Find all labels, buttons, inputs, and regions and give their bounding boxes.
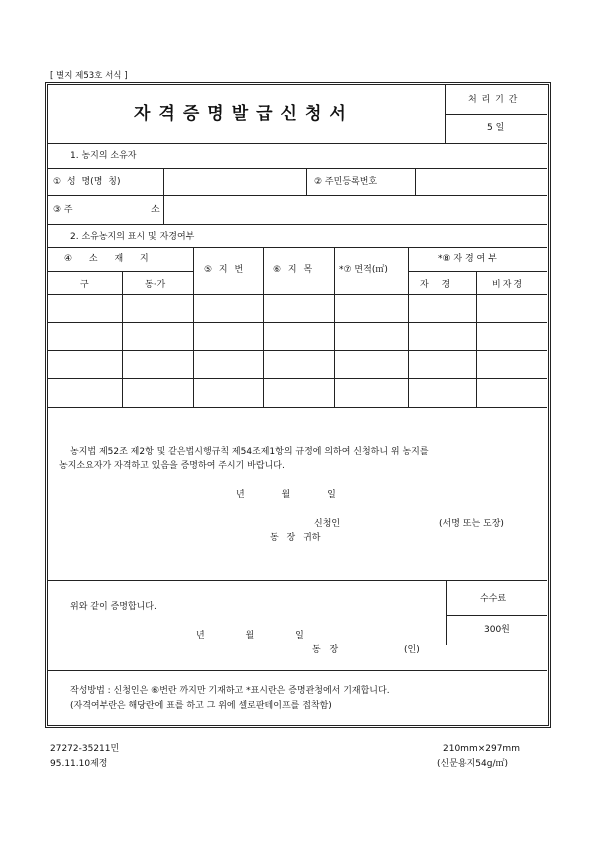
- processing-period-label: 처 리 기 간: [468, 95, 519, 105]
- footer-size: 210mm×297mm: [443, 744, 520, 754]
- regno-label: ② 주민등록번호: [314, 177, 378, 187]
- area-label: *⑦ 면적(㎡): [339, 265, 388, 275]
- table-row[interactable]: [49, 295, 546, 321]
- application-text-line1: 농지법 제52조 제2항 및 같은법시행규칙 제54조제1항의 규정에 의하여 신청하니 위 농지를: [70, 447, 429, 457]
- certification-date: 년 월 일: [196, 631, 304, 641]
- divider: [408, 271, 547, 272]
- instructions-line2: (자격여부란은 해당란에 표를 하고 그 위에 셀로판테이프를 접착함): [70, 701, 332, 711]
- footer-code: 27272-35211민: [50, 744, 120, 754]
- section1-heading: 1. 농지의 소유자: [70, 151, 137, 161]
- self-cultivation-label: 자 경: [420, 280, 451, 290]
- section2-heading: 2. 소유농지의 표시 및 자경여부: [70, 232, 195, 242]
- footer-paper: (신문용지54g/㎡): [437, 759, 508, 769]
- table-row[interactable]: [49, 351, 546, 377]
- divider: [48, 580, 547, 581]
- issuer-label: 동 장: [312, 645, 339, 655]
- fee-label: 수수료: [480, 594, 507, 604]
- divider: [446, 580, 447, 645]
- applicant-label: 신청인: [314, 519, 341, 529]
- location-label: ④ 소 재 지: [64, 254, 149, 264]
- name-label: ① 성 명(명 칭): [53, 177, 121, 187]
- divider: [306, 168, 307, 195]
- sign-note: (서명 또는 도장): [439, 519, 504, 529]
- seal-label: (인): [404, 645, 420, 655]
- application-date: 년 월 일: [236, 490, 336, 500]
- processing-period-value: 5 일: [487, 123, 505, 133]
- certification-text: 위와 같이 증명합니다.: [70, 602, 157, 612]
- form-number: [ 별지 제53호 서식 ]: [50, 71, 128, 81]
- divider: [446, 615, 547, 616]
- lot-label: ⑤ 지 번: [204, 265, 244, 275]
- application-text-line2: 농지소요자가 자격하고 있음을 증명하여 주시기 바랍니다.: [59, 461, 285, 471]
- instructions-line1: 작성방법 : 신청인은 ⑥번란 까지만 기재하고 *표시란은 증명관청에서 기재합니다.: [70, 686, 390, 696]
- cultivation-label: *⑧ 자 경 여 부: [438, 254, 497, 264]
- divider: [445, 114, 547, 115]
- addressee: 동 장 귀하: [270, 533, 321, 543]
- name-field[interactable]: [164, 169, 306, 194]
- table-row[interactable]: [49, 323, 546, 349]
- regno-field[interactable]: [416, 169, 546, 194]
- form-title: 자격증명발급신청서: [134, 104, 354, 124]
- address-label-suffix: 소: [151, 205, 160, 215]
- table-row[interactable]: [49, 379, 546, 406]
- footer-date: 95.11.10제정: [50, 759, 108, 769]
- dong-label: 동·가: [145, 280, 166, 290]
- address-field[interactable]: [164, 196, 546, 223]
- category-label: ⑥ 지 목: [273, 265, 313, 275]
- divider: [48, 271, 193, 272]
- fee-value: 300원: [484, 625, 510, 635]
- divider: [48, 670, 547, 671]
- divider: [48, 407, 547, 408]
- divider: [48, 143, 547, 144]
- gu-label: 구: [80, 280, 89, 290]
- address-label: ③ 주: [53, 205, 73, 215]
- divider: [48, 224, 547, 225]
- non-self-cultivation-label: 비자경: [492, 280, 525, 290]
- divider: [48, 247, 547, 248]
